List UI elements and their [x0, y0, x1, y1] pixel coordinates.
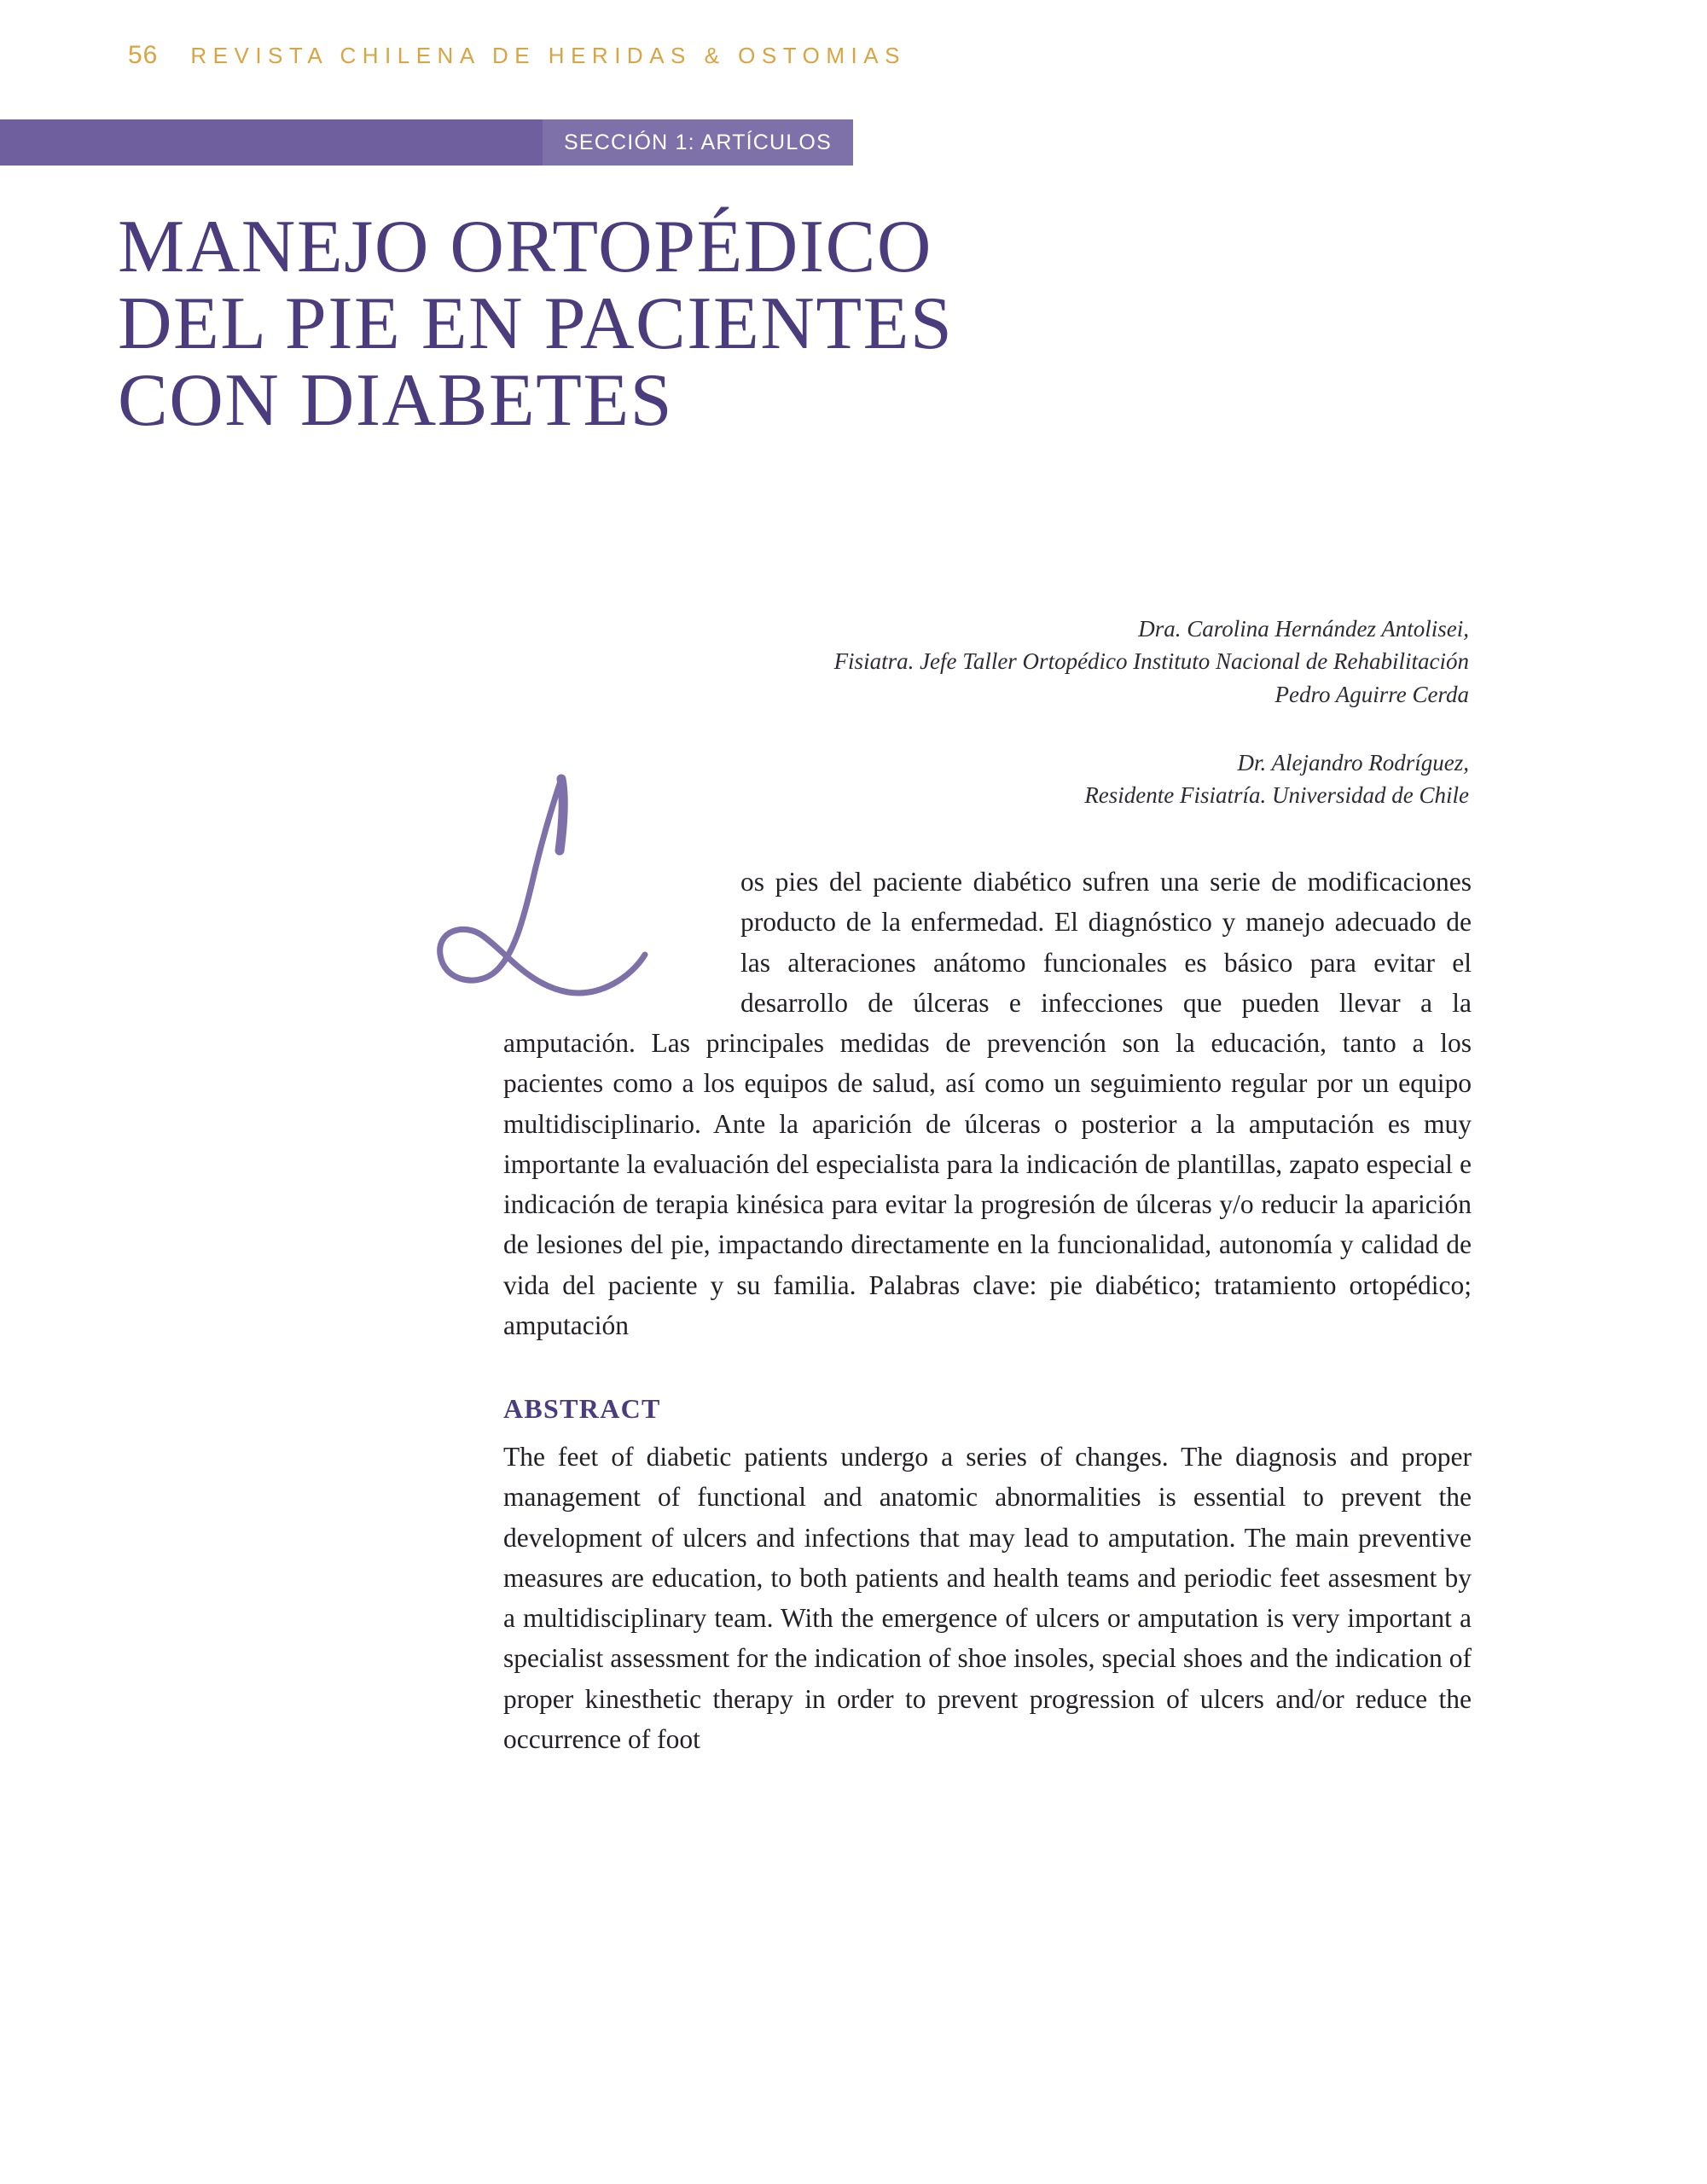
dropcap-spacer — [503, 862, 740, 988]
author-name: Dr. Alejandro Rodríguez, — [1237, 749, 1469, 775]
title-line-3: CON DIABETES — [118, 358, 674, 442]
author-entry — [512, 746, 1469, 812]
running-head — [128, 41, 906, 70]
lead-paragraph-text: os pies del paciente diabético sufren una serie de modificaciones producto de la enfermedad. El diagnóstico y manejo adecuado de las alteraciones anátomo funcionales es básico para evitar el desarrollo de úlceras e infecciones que pueden llevar a la amputación. Las principales medidas de prevención son la educación, tanto a los pacientes como a los equipos de salud, así como un seguimiento regular por un equipo multidisciplinario. Ante la aparición de úlceras o posterior a la amputación es muy importante la evaluación del especialista para la indicación de plantillas, zapato especial e indicación de terapia kinésica para evitar la progresión de úlceras y/o reducir la aparición de lesiones del pie, impactando directamente en la funcionalidad, autonomía y calidad de vida del paciente y su familia. Palabras clave: pie diabético; tratamiento ortopédico; amputación — [503, 867, 1472, 1340]
author-affiliation: Residente Fisiatría. Universidad de Chile — [1084, 782, 1469, 809]
authors-block — [512, 613, 1469, 812]
lead-paragraph — [503, 862, 1472, 1345]
author-name: Dra. Carolina Hernández Antolisei, — [1138, 616, 1469, 642]
section-label: SECCIÓN 1: ARTÍCULOS — [543, 119, 853, 166]
article-body — [503, 862, 1472, 1759]
title-line-1: MANEJO ORTOPÉDICO — [118, 206, 932, 288]
abstract-heading: ABSTRACT — [503, 1393, 661, 1424]
author-affiliation: Fisiatra. Jefe Taller Ortopédico Instituto Nacional de Rehabilitación — [833, 648, 1469, 675]
title-line-2: DEL PIE EN PACIENTES — [118, 282, 954, 365]
page-title — [118, 206, 1227, 442]
page-folio: 56 — [128, 41, 159, 69]
author-affiliation-cont: Pedro Aguirre Cerda — [1274, 681, 1469, 707]
journal-name: REVISTA CHILENA DE HERIDAS & OSTOMIAS — [190, 43, 906, 68]
author-entry — [512, 613, 1469, 711]
abstract-paragraph: The feet of diabetic patients undergo a series of changes. The diagnosis and proper management of functional and anatomic abnormalities is essential to prevent the development of ulcers and infections that may lead to amputation. The main preventive measures are education, to both patients and health teams and periodic feet assesment by a multidisciplinary team. With the emergence of ulcers or amputation is very important a specialist assessment for the indication of shoe insoles, special shoes and the indication of proper kinesthetic therapy in order to prevent progression of ulcers and/or reduce the occurrence of foot — [503, 1442, 1472, 1754]
